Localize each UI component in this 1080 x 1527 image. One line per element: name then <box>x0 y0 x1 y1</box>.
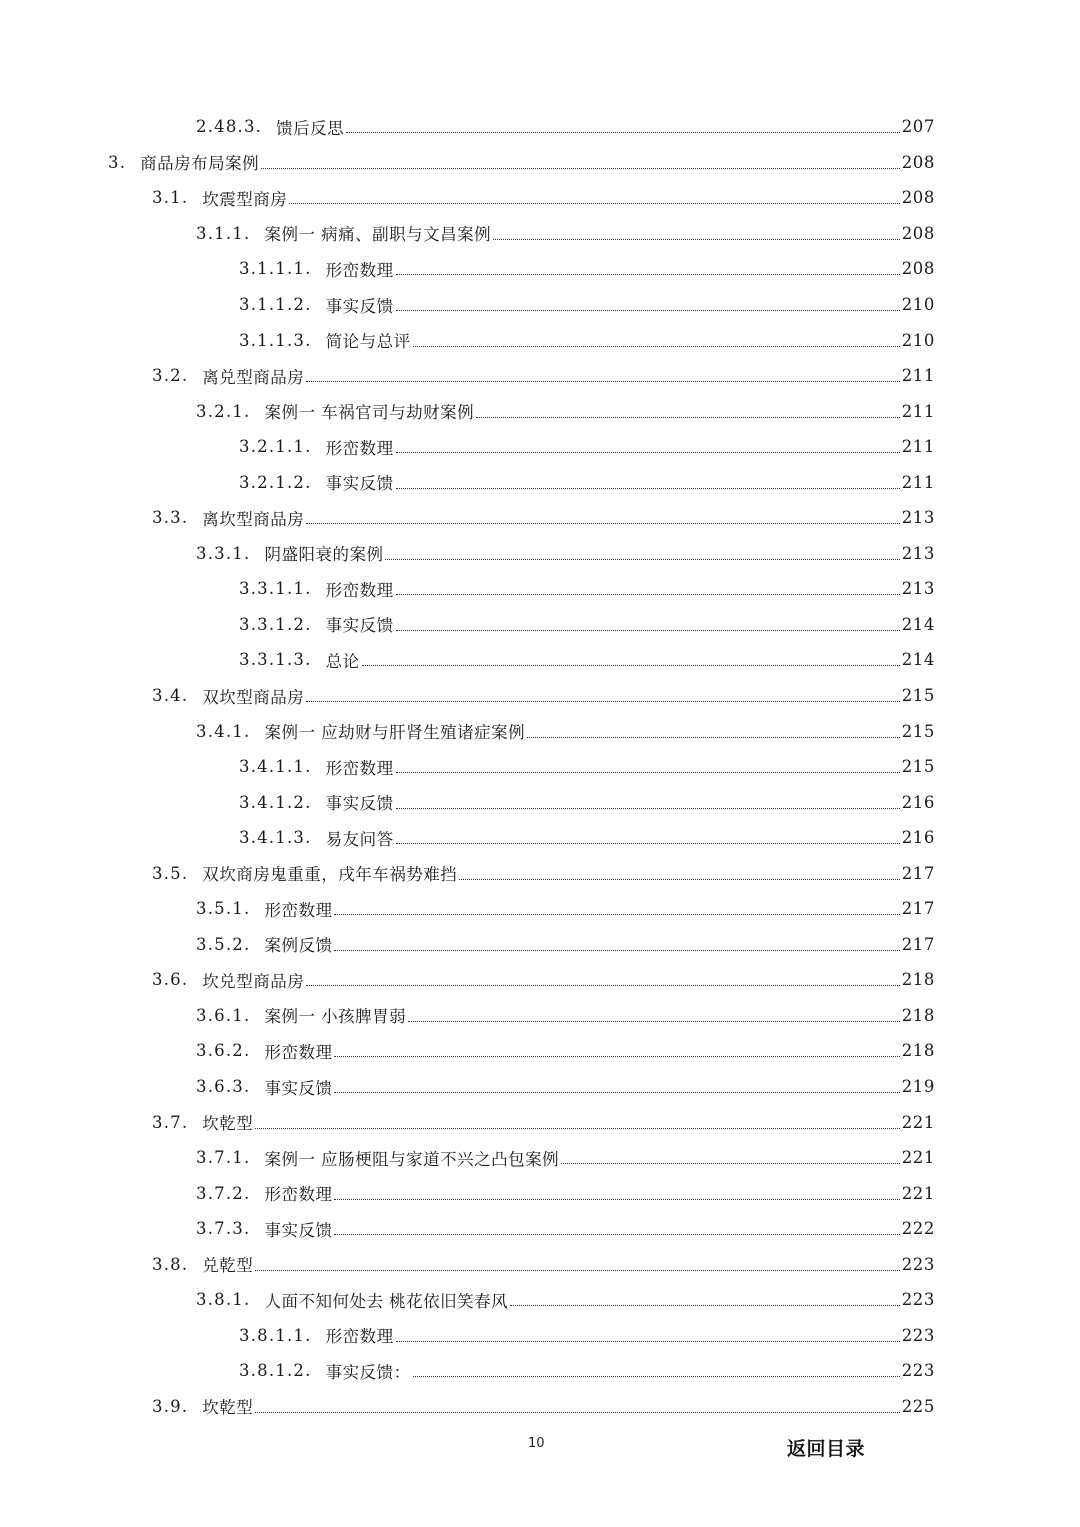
toc-dot-leader <box>396 772 900 773</box>
toc-entry-page: 217 <box>901 899 935 919</box>
toc-entry[interactable] <box>0 393 1080 429</box>
toc-entry-number: 3.2.1. <box>196 401 251 421</box>
toc-entry[interactable] <box>0 1104 1080 1140</box>
toc-entry[interactable] <box>0 927 1080 963</box>
toc-entry[interactable] <box>0 464 1080 500</box>
toc-entry-number: 3.3. <box>152 508 189 528</box>
toc-entry[interactable] <box>0 713 1080 749</box>
toc-dot-leader <box>493 239 900 240</box>
toc-entry-page: 219 <box>901 1077 935 1097</box>
toc-entry-page: 222 <box>901 1219 935 1239</box>
toc-entry[interactable] <box>0 145 1080 181</box>
toc-entry-number: 3.3.1.2. <box>239 614 312 634</box>
toc-entry-page: 221 <box>901 1148 935 1168</box>
toc-entry[interactable] <box>0 749 1080 785</box>
toc-dot-leader <box>289 203 899 204</box>
toc-entry-number: 3.8. <box>152 1254 189 1274</box>
toc-entry-page: 223 <box>901 1290 935 1310</box>
toc-entry-title: 坎乾型 <box>202 1114 254 1134</box>
toc-dot-leader <box>334 1199 899 1200</box>
toc-dot-leader <box>306 985 899 986</box>
toc-entry-title: 馈后反思 <box>276 118 345 138</box>
toc-entry-number: 3.3.1.1. <box>239 579 312 599</box>
toc-dot-leader <box>459 879 899 880</box>
toc-entry-title: 形峦数理 <box>325 438 394 458</box>
toc-entry-title: 案例一 应肠梗阻与家道不兴之凸包案例 <box>264 1149 560 1169</box>
toc-entry-number: 3. <box>108 152 127 172</box>
toc-entry[interactable] <box>0 287 1080 323</box>
toc-dot-leader <box>334 1056 899 1057</box>
toc-entry-page: 217 <box>901 934 935 954</box>
toc-entry-number: 3.8.1.2. <box>239 1361 312 1381</box>
toc-entry-page: 210 <box>901 330 935 350</box>
toc-dot-leader <box>346 132 900 133</box>
toc-entry-page: 214 <box>901 650 935 670</box>
toc-entry-number: 3.4.1.2. <box>239 792 312 812</box>
toc-entry-number: 3.7.3. <box>196 1219 251 1239</box>
toc-entry-number: 2.48.3. <box>196 117 263 137</box>
toc-entry-page: 215 <box>901 686 935 706</box>
toc-entry-title: 案例反馈 <box>264 936 333 956</box>
toc-entry[interactable] <box>0 1175 1080 1211</box>
toc-entry-number: 3.1.1.3. <box>239 330 312 350</box>
toc-dot-leader <box>255 1128 899 1129</box>
toc-entry[interactable] <box>0 429 1080 465</box>
toc-entry[interactable] <box>0 820 1080 856</box>
toc-dot-leader <box>334 914 899 915</box>
toc-dot-leader <box>527 737 900 738</box>
toc-entry-number: 3.4.1.1. <box>239 757 312 777</box>
toc-entry-title: 案例一 病痛、副职与文昌案例 <box>264 225 492 245</box>
toc-entry-number: 3.4.1.3. <box>239 828 312 848</box>
toc-entry[interactable] <box>0 216 1080 252</box>
toc-entry-title: 离兑型商品房 <box>202 367 305 387</box>
toc-dot-leader <box>334 950 899 951</box>
toc-entry-number: 3.3.1. <box>196 543 251 563</box>
toc-entry-title: 简论与总评 <box>325 332 411 352</box>
toc-entry-title: 形峦数理 <box>264 1185 333 1205</box>
toc-entry-page: 216 <box>901 828 935 848</box>
toc-entry-title: 总论 <box>325 651 360 671</box>
toc-entry[interactable] <box>0 500 1080 536</box>
toc-entry-title: 事实反馈 <box>325 474 394 494</box>
toc-entry-page: 217 <box>901 863 935 883</box>
toc-entry-number: 3.7.2. <box>196 1183 251 1203</box>
toc-entry-page: 223 <box>901 1325 935 1345</box>
toc-entry-page: 208 <box>901 188 935 208</box>
toc-dot-leader <box>396 274 900 275</box>
toc-entry-number: 3.7. <box>152 1112 189 1132</box>
toc-entry-number: 3.6.1. <box>196 1005 251 1025</box>
toc-entry[interactable] <box>0 1140 1080 1176</box>
toc-entry[interactable] <box>0 1033 1080 1069</box>
toc-entry-page: 207 <box>901 117 935 137</box>
toc-entry-page: 208 <box>901 152 935 172</box>
toc-entry-title: 事实反馈 <box>264 1220 333 1240</box>
toc-entry-title: 形峦数理 <box>325 1327 394 1347</box>
toc-entry-title: 离坎型商品房 <box>202 509 305 529</box>
toc-entry-title: 事实反馈 <box>325 296 394 316</box>
toc-entry[interactable] <box>0 1318 1080 1354</box>
toc-dot-leader <box>396 310 900 311</box>
toc-dot-leader <box>476 417 900 418</box>
toc-dot-leader <box>413 1376 900 1377</box>
toc-entry-page: 211 <box>901 437 935 457</box>
toc-entry-title: 事实反馈： <box>325 1362 411 1382</box>
toc-entry-number: 3.4. <box>152 686 189 706</box>
table-of-contents <box>0 109 1080 1424</box>
toc-entry-page: 221 <box>901 1183 935 1203</box>
toc-entry-page: 208 <box>901 223 935 243</box>
toc-entry-title: 形峦数理 <box>325 758 394 778</box>
toc-entry[interactable] <box>0 536 1080 572</box>
toc-entry-number: 3.3.1.3. <box>239 650 312 670</box>
page-number: 10 <box>528 1436 545 1451</box>
toc-entry-title: 坎震型商房 <box>202 189 288 209</box>
toc-entry[interactable] <box>0 251 1080 287</box>
toc-entry-title: 形峦数理 <box>264 1042 333 1062</box>
toc-dot-leader <box>261 168 900 169</box>
toc-entry-number: 3.7.1. <box>196 1148 251 1168</box>
toc-entry-page: 211 <box>901 366 935 386</box>
toc-entry[interactable] <box>0 109 1080 145</box>
toc-dot-leader <box>306 523 899 524</box>
toc-entry-page: 213 <box>901 543 935 563</box>
toc-dot-leader <box>396 594 900 595</box>
toc-entry[interactable] <box>0 998 1080 1034</box>
toc-dot-leader <box>408 1021 900 1022</box>
toc-entry[interactable] <box>0 1282 1080 1318</box>
toc-dot-leader <box>396 1341 900 1342</box>
toc-dot-leader <box>334 1092 899 1093</box>
toc-entry-title: 阴盛阳衰的案例 <box>264 545 384 565</box>
toc-dot-leader <box>396 843 900 844</box>
toc-entry-page: 210 <box>901 295 935 314</box>
toc-entry[interactable] <box>0 607 1080 643</box>
toc-dot-leader <box>362 665 900 666</box>
toc-entry[interactable] <box>0 1389 1080 1425</box>
toc-entry-number: 3.6. <box>152 970 189 990</box>
toc-entry[interactable] <box>0 962 1080 998</box>
toc-entry-page: 216 <box>901 792 935 812</box>
toc-entry-page: 221 <box>901 1112 935 1132</box>
toc-dot-leader <box>510 1305 900 1306</box>
toc-dot-leader <box>396 488 900 489</box>
toc-entry-page: 214 <box>901 614 935 634</box>
toc-entry-title: 形峦数理 <box>264 900 333 920</box>
toc-entry-title: 坎乾型 <box>202 1398 254 1418</box>
toc-entry[interactable] <box>0 1211 1080 1247</box>
toc-entry[interactable] <box>0 642 1080 678</box>
toc-entry[interactable] <box>0 678 1080 714</box>
back-to-contents-link[interactable]: 返回目录 <box>787 1438 866 1460</box>
toc-dot-leader <box>385 559 899 560</box>
toc-entry-page: 211 <box>901 401 935 421</box>
toc-dot-leader <box>396 808 900 809</box>
toc-entry-page: 218 <box>901 970 935 990</box>
toc-entry-title: 事实反馈 <box>325 616 394 636</box>
toc-entry[interactable] <box>0 1247 1080 1283</box>
toc-entry-number: 3.6.3. <box>196 1077 251 1097</box>
toc-entry-title: 事实反馈 <box>325 794 394 814</box>
toc-entry-number: 3.5. <box>152 863 189 883</box>
toc-entry[interactable] <box>0 855 1080 891</box>
toc-entry-title: 案例一 应劫财与肝肾生殖诸症案例 <box>264 723 526 743</box>
toc-entry-page: 215 <box>901 721 935 741</box>
toc-entry-page: 213 <box>901 579 935 599</box>
toc-entry[interactable] <box>0 784 1080 820</box>
toc-entry[interactable] <box>0 1069 1080 1105</box>
toc-entry[interactable] <box>0 358 1080 394</box>
toc-entry-number: 3.2.1.2. <box>239 472 312 492</box>
toc-dot-leader <box>413 346 900 347</box>
toc-entry-title: 形峦数理 <box>325 260 394 280</box>
toc-entry-title: 双坎商房鬼重重，戌年车祸势难挡 <box>202 865 458 885</box>
toc-dot-leader <box>396 630 900 631</box>
toc-entry-title: 易友问答 <box>325 829 394 849</box>
toc-entry-number: 3.1.1.1. <box>239 259 312 279</box>
toc-entry-title: 兑乾型 <box>202 1256 254 1276</box>
toc-entry-number: 3.9. <box>152 1396 189 1416</box>
toc-entry-title: 形峦数理 <box>325 580 394 600</box>
toc-entry[interactable] <box>0 891 1080 927</box>
toc-dot-leader <box>334 1234 899 1235</box>
toc-dot-leader <box>561 1163 900 1164</box>
toc-entry[interactable] <box>0 571 1080 607</box>
toc-entry-number: 3.1. <box>152 188 189 208</box>
toc-dot-leader <box>255 1270 899 1271</box>
toc-entry-page: 211 <box>901 472 935 492</box>
toc-entry-number: 3.1.1.2. <box>239 295 312 314</box>
toc-entry-page: 218 <box>901 1041 935 1061</box>
toc-entry-title: 坎兑型商品房 <box>202 971 305 991</box>
toc-entry-number: 3.8.1.1. <box>239 1325 312 1345</box>
toc-entry-title: 人面不知何处去 桃花依旧笑春风 <box>264 1291 509 1311</box>
toc-entry-page: 223 <box>901 1361 935 1381</box>
toc-entry-number: 3.1.1. <box>196 223 251 243</box>
toc-entry-page: 223 <box>901 1254 935 1274</box>
toc-entry-number: 3.2.1.1. <box>239 437 312 457</box>
toc-dot-leader <box>306 381 899 382</box>
toc-dot-leader <box>306 701 899 702</box>
toc-entry-title: 双坎型商品房 <box>202 687 305 707</box>
toc-entry-page: 213 <box>901 508 935 528</box>
toc-entry[interactable] <box>0 180 1080 216</box>
toc-entry[interactable] <box>0 322 1080 358</box>
toc-entry-title: 案例一 小孩脾胃弱 <box>264 1007 407 1027</box>
toc-entry-number: 3.5.2. <box>196 934 251 954</box>
toc-entry-page: 225 <box>901 1396 935 1416</box>
toc-entry-number: 3.5.1. <box>196 899 251 919</box>
toc-entry-page: 218 <box>901 1005 935 1025</box>
toc-entry-title: 商品房布局案例 <box>140 154 260 174</box>
toc-entry-number: 3.4.1. <box>196 721 251 741</box>
toc-entry-number: 3.6.2. <box>196 1041 251 1061</box>
toc-entry-title: 案例一 车祸官司与劫财案例 <box>264 403 475 423</box>
toc-entry-title: 事实反馈 <box>264 1078 333 1098</box>
toc-entry-page: 215 <box>901 757 935 777</box>
toc-dot-leader <box>255 1412 899 1413</box>
toc-entry-page: 208 <box>901 259 935 279</box>
toc-entry-number: 3.8.1. <box>196 1290 251 1310</box>
toc-entry-number: 3.2. <box>152 366 189 386</box>
toc-dot-leader <box>396 452 900 453</box>
toc-entry[interactable] <box>0 1353 1080 1389</box>
